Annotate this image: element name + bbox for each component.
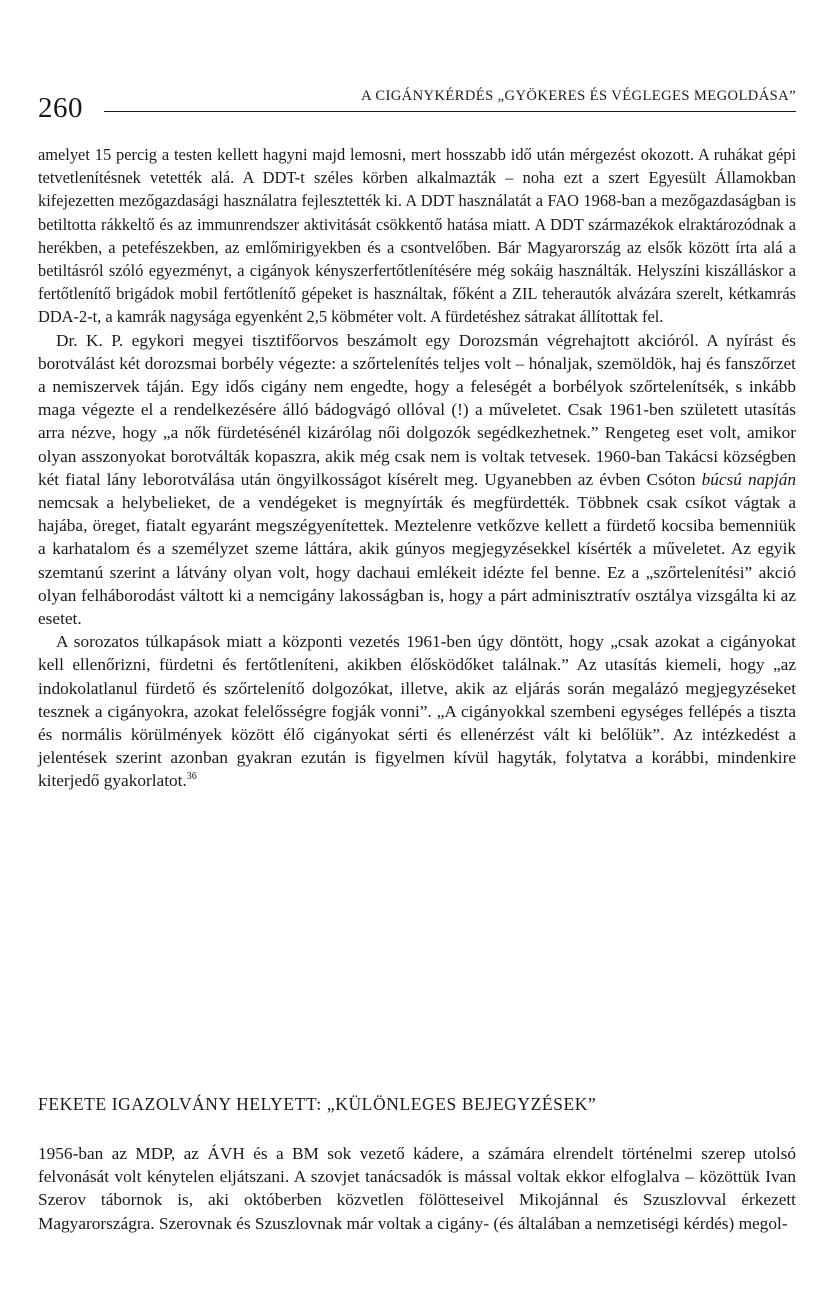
paragraph-1961-decision <box>38 630 796 792</box>
italic-phrase: búcsú napján <box>701 469 796 489</box>
paragraph-continuation: amelyet 15 percig a testen kellett hagyni majd lemosni, mert hosszabb idő után mérgezést okozott. A ruhákat gépi tetvetlenítésnek vetették alá. A DDT-t széles körben alkalmazták – noha ezt a szert Egyesült Államokban kifejezetten mezőgazdasági használatra fejlesztették ki. A DDT használatát a FAO 1968-ban a mezőgazdaságban is betiltotta rákkeltő és az immunrendszer aktivitását csökkentő hatása miatt. A DDT származékok elraktározódnak a herékben, a petefészekben, az emlőmirigyekben és a csontvelőben. Bár Magyarország az elsők között írta alá a betiltásról szóló egyezményt, a cigányok kényszerfertőtlenítésére még sokáig használták. Helyszíni kiszálláskor a fertőtlenítő brigádok mobil fertőtlenítő gépeket is használtak, főként a ZIL teherautók alvázára szerelt, kétkamrás DDA-2-t, a kamrák nagysága egyenként 2,5 köbméter volt. A fürdetéshez sátrakat állítottak fel. <box>38 145 796 327</box>
paragraph-dorozsma <box>38 329 796 631</box>
main-text <box>38 143 796 793</box>
paragraph-text: A sorozatos túlkapások miatt a központi vezetés 1961-ben úgy döntött, hogy „csak azokat a cigányokat kell ellenőrizni, fürdetni és fertőtleníteni, akikben élősködőket találnak.” Az utasítás kiemeli, hogy „az indokolatlanul fürdető és szőrtelenítő dolgozókat, illetve, akik az eljárás során megalázó megjegyzéseket tesznek a cigányokra, azokat felelősségre fogják vonni”. „A cigányokkal szembeni egységes fellépés a tiszta és normális körülmények között élő cigányokat sérti és ellenérzést vált ki belőlük”. Az intézkedést a jelentések szerint azonban gyakran ezután is figyelmen kívül hagyták, folytatva a korábbi, mindenkire kiterjedő gyakorlatot. <box>38 632 796 791</box>
section-text <box>38 1142 796 1235</box>
section-paragraph: 1956-ban az MDP, az ÁVH és a BM sok vezető kádere, a számára elrendelt történelmi szerep utolsó felvonását volt kénytelen eljátszani. A szovjet tanácsadók is mással voltak ekkor elfoglalva – közöttük Ivan Szerov tábornok is, aki októberben közvetlen fölötteseivel Mikojánnal és Szuszlovval érkezett Magyarországra. Szerovnak és Szuszlovnak már voltak a cigány- (és általában a nemzetiségi kérdés) megol- <box>38 1144 796 1233</box>
page-header <box>38 80 796 128</box>
header-rule <box>104 111 796 112</box>
paragraph-text: nemcsak a helybelieket, de a vendégeket is megnyírták és megfürdették. Többnek csak csíkot vágtak a hajába, öreget, fiatalt egyaránt megszégyenítettek. Meztelenre vetkőzve kellett a fürdető kocsiba bemenniük a karhatalom és a személyzet szeme láttára, akik gúnyos megjegyzésekkel kísérték a műveletet. Az egyik szemtanú szerint a látvány olyan volt, hogy dachaui emlékeit idézte fel benne. Ez a „szőrtelenítési” akció olyan felháborodást váltott ki a nemcigány lakosságban is, hogy a párt adminisztratív osztálya vizsgálta ki az esetet. <box>38 493 796 629</box>
footnote-marker: 36 <box>186 771 197 783</box>
page-number: 260 <box>38 92 83 124</box>
paragraph-text: Dr. K. P. egykori megyei tisztifőorvos beszámolt egy Dorozsmán végrehajtott akcióról. A nyírást és borotválást két dorozsmai borbély végezte: a szőrtelenítés teljes volt – hónaljak, szemöldök, haj és fanszőrzet a nemiszervek táján. Egy idős cigány nem engedte, hogy a feleségét a borbélyok szőrtelenítsék, s inkább maga végezte el a rendelkezésére álló bádogvágó ollóval (!) a műveletet. Csak 1961-ben született utasítás arra nézve, hogy „a nők fürdetésénél kizárólag női dolgozók segédkezhetnek.” Rengeteg eset volt, amikor olyan asszonyokat borotválták kopaszra, akik még csak nem is voltak tetvesek. 1960-ban Takácsi községben két fiatal lány leborotválása után öngyilkosságot kísérelt meg. Ugyanebben az évben Csóton <box>38 330 796 489</box>
section-heading: FEKETE IGAZOLVÁNY HELYETT: „KÜLÖNLEGES BEJEGYZÉSEK” <box>38 1094 597 1114</box>
running-title: A CIGÁNYKÉRDÉS „GYÖKERES ÉS VÉGLEGES MEGOLDÁSA” <box>361 88 796 104</box>
